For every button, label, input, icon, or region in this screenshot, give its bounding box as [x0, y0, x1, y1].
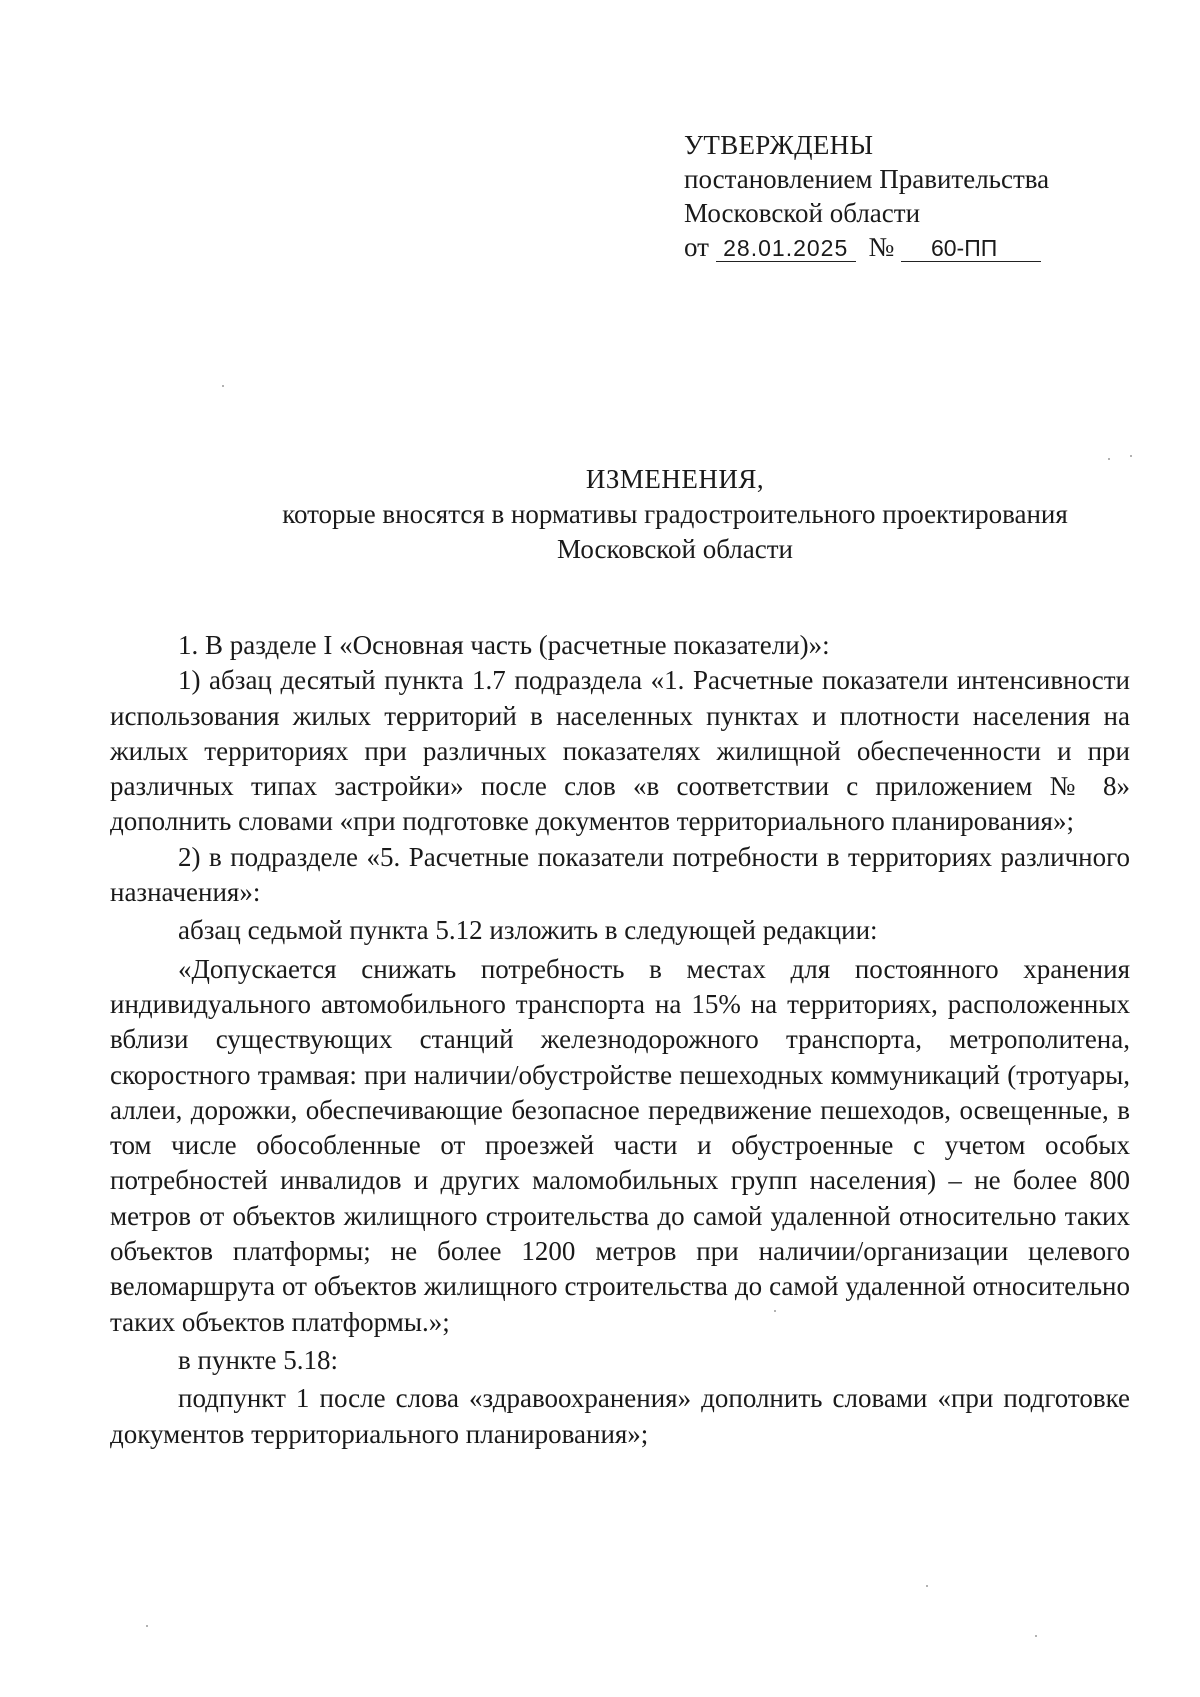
heading-line-2: Московской области [556, 534, 793, 564]
approval-line-2: Московской области [684, 198, 921, 228]
document-heading [110, 462, 1200, 567]
scan-speck [774, 1310, 776, 1312]
document-body [110, 628, 1130, 1452]
decree-date: 28.01.2025 [716, 235, 856, 262]
number-prefix: № [868, 232, 895, 262]
heading-line-1: которые вносятся в нормативы градостроительного проектирования [282, 499, 1068, 529]
paragraph: в пункте 5.18: [178, 1344, 338, 1375]
paragraph: абзац седьмой пункта 5.12 изложить в следующей редакции: [178, 915, 878, 946]
scan-speck [1130, 455, 1132, 457]
approval-title: УТВЕРЖДЕНЫ [684, 130, 874, 160]
decree-number: 60-ПП [901, 235, 1041, 262]
heading-title: ИЗМЕНЕНИЯ, [585, 464, 765, 494]
paragraph: 2) в подразделе «5. Расчетные показатели потребности в территориях различного назначения»: [110, 841, 1130, 908]
approval-block [684, 128, 1049, 264]
paragraph: подпункт 1 после слова «здравоохранения» дополнить словами «при подготовке документов территориального планирования»; [110, 1383, 1130, 1449]
scan-speck [1035, 1635, 1037, 1637]
approval-date-line [684, 230, 1049, 264]
scan-speck [222, 385, 224, 387]
date-prefix: от [684, 232, 709, 262]
scan-speck [1108, 458, 1110, 460]
paragraph: 1. В разделе I «Основная часть (расчетные показатели)»: [178, 630, 830, 660]
approval-line-1: постановлением Правительства [684, 164, 1050, 194]
scan-speck [926, 1585, 928, 1587]
paragraph: 1) абзац десятый пункта 1.7 подраздела «1. Расчетные показатели интенсивности использования жилых территорий в населенных пунктах и плотности населения на жилых территориях при различных показателях жилищной обеспеченности и при различных типах застройки» после слов «в соответствии с приложением № 8» дополнить словами «при подготовке документов территориального планирования»; [110, 665, 1130, 837]
paragraph: «Допускается снижать потребность в местах для постоянного хранения индивидуального автомобильного транспорта на 15% на территориях, расположенных вблизи существующих станций железнодорожного транспорта, метрополитена, скоростного трамвая: при наличии/обустройстве пешеходных коммуникаций (тротуары, аллеи, дорожки, обеспечивающие безопасное передвижение пешеходов, освещенные, в том числе обособленные от проезжей части и обустроенные с учетом особых потребностей инвалидов и других маломобильных групп населения) – не более 800 метров от объектов жилищного строительства до самой удаленной относительно таких объектов платформы; не более 1200 метров при наличии/организации целевого веломаршрута от объектов жилищного строительства до самой удаленной относительно таких объектов платформы.»; [110, 953, 1130, 1337]
scan-speck [146, 1625, 148, 1627]
